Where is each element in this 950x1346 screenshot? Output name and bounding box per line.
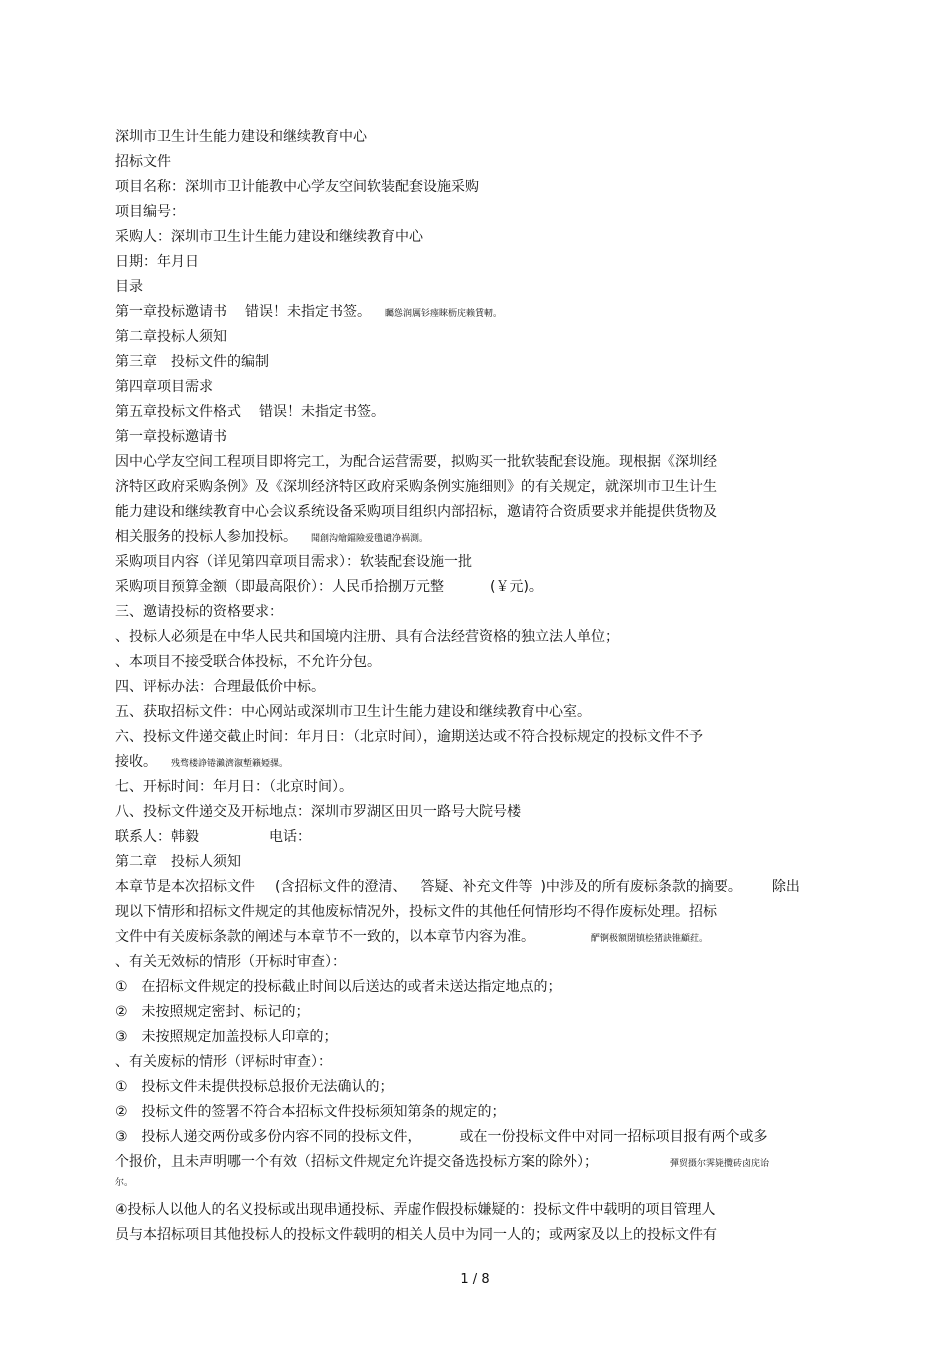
garbled-note: 矚慫润厲钐瘗睞枥庑赖賃軔。	[385, 309, 503, 319]
paragraph-text: )中涉及的所有废标条款的摘要。	[540, 879, 742, 895]
purchaser: 采购人：深圳市卫生计生能力建设和继续教育中心	[115, 229, 423, 245]
chapter-2-heading: 第二章 投标人须知	[115, 854, 241, 870]
paragraph-text: 本章节是本次招标文件	[115, 879, 255, 895]
toc-entry-chapter-2[interactable]: 第二章投标人须知	[115, 329, 227, 345]
budget-amount: (￥元)。	[490, 579, 543, 595]
section-heading: 三、邀请投标的资格要求：	[115, 604, 283, 620]
paragraph-line: 因中心学友空间工程项目即将完工，为配合运营需要，拟购买一批软装配套设施。现根据《深圳经	[115, 454, 717, 470]
contact-person: 联系人：韩毅	[115, 829, 199, 845]
list-item: 、本项目不接受联合体投标，不允许分包。	[115, 654, 381, 670]
date-line: 日期：年月日	[115, 254, 199, 270]
list-item: ① 投标文件未提供投标总报价无法确认的；	[115, 1079, 394, 1095]
contact-phone: 电话：	[269, 829, 311, 845]
garbled-note: 彈贸摄尔霁毙攬砖卤庑诒	[670, 1159, 770, 1169]
paragraph-line	[115, 1153, 769, 1171]
toc-entry-chapter-5	[115, 403, 385, 421]
paragraph-text: (含招标文件的澄清、	[275, 879, 407, 895]
toc-bookmark-error: 错误！未指定书签。	[245, 304, 371, 320]
garbled-note: 聞創沟燴鐺險爱氇谴净祸測。	[311, 534, 429, 544]
paragraph-line	[115, 928, 708, 946]
list-item: 、投标人必须是在中华人民共和国境内注册、具有合法经营资格的独立法人单位；	[115, 629, 619, 645]
garbled-note: 酽锕极額閉镇桧猪訣锥顧荭。	[591, 934, 709, 944]
garbled-note-tail: 尔。	[115, 1178, 134, 1188]
list-item: ④投标人以他人的名义投标或出现串通投标、弄虚作假投标嫌疑的：投标文件中载明的项目管理人	[115, 1202, 716, 1218]
procurement-content: 采购项目内容（详见第四章项目需求）：软装配套设施一批	[115, 554, 472, 570]
paragraph-text: 除出	[771, 879, 800, 895]
procurement-budget	[115, 578, 543, 596]
paragraph-text: 个报价，且未声明哪一个有效（招标文件规定允许提交备选投标方案的除外）；	[115, 1154, 598, 1170]
page-number: 1 / 8	[460, 1272, 490, 1287]
paragraph-text: ③ 投标人递交两份或多份内容不同的投标文件，	[115, 1129, 422, 1145]
toc-heading: 目录	[115, 279, 143, 295]
budget-text: 采购项目预算金额（即最高限价）：人民币拾捌万元整	[115, 579, 444, 595]
garbled-note: 残骛楼諍锩瀨濟溆塹籟婭骒。	[171, 759, 289, 769]
section-heading: 五、获取招标文件：中心网站或深圳市卫生计生能力建设和继续教育中心室。	[115, 704, 591, 720]
subsection-heading: 、有关无效标的情形（开标时审查）：	[115, 954, 346, 970]
contact-line	[115, 828, 311, 846]
paragraph-line: 济特区政府采购条例》及《深圳经济特区政府采购条例实施细则》的有关规定，就深圳市卫生计生	[115, 479, 717, 495]
toc-bookmark-error: 错误！未指定书签。	[259, 404, 385, 420]
org-title: 深圳市卫生计生能力建设和继续教育中心	[115, 129, 367, 145]
paragraph-line	[115, 878, 800, 896]
project-number: 项目编号：	[115, 204, 185, 220]
section-heading: 八、投标文件递交及开标地点：深圳市罗湖区田贝一路号大院号楼	[115, 804, 521, 820]
paragraph-line: 员与本招标项目其他投标人的投标文件载明的相关人员中为同一人的；或两家及以上的投标文件有	[115, 1227, 717, 1243]
paragraph-line: 现以下情形和招标文件规定的其他废标情况外，投标文件的其他任何情形均不得作废标处理。招标	[115, 904, 717, 920]
list-item: ② 投标文件的签署不符合本招标文件投标须知第条的规定的；	[115, 1104, 506, 1120]
paragraph-text: 文件中有关废标条款的阐述与本章节不一致的，以本章节内容为准。	[115, 929, 535, 945]
list-item: ① 在招标文件规定的投标截止时间以后送达的或者未送达指定地点的；	[115, 979, 562, 995]
list-item	[115, 1128, 768, 1146]
section-heading: 七、开标时间：年月日：（北京时间）。	[115, 779, 353, 795]
subsection-heading: 、有关废标的情形（评标时审查）：	[115, 1054, 332, 1070]
project-name: 项目名称：深圳市卫计能教中心学友空间软装配套设施采购	[115, 179, 479, 195]
toc-entry-chapter-4[interactable]: 第四章项目需求	[115, 379, 213, 395]
doc-title: 招标文件	[115, 154, 171, 170]
paragraph-line: 能力建设和继续教育中心会议系统设备采购项目组织内部招标，邀请符合资质要求并能提供货物及	[115, 504, 717, 520]
toc-entry-title[interactable]: 第五章投标文件格式	[115, 404, 241, 420]
section-heading: 四、评标办法：合理最低价中标。	[115, 679, 325, 695]
paragraph-text: 或在一份投标文件中对同一招标项目报有两个或多	[459, 1129, 768, 1145]
toc-entry-chapter-3[interactable]: 第三章 投标文件的编制	[115, 354, 269, 370]
section-heading: 六、投标文件递交截止时间：年月日：（北京时间），逾期送达或不符合投标规定的投标文件不予	[115, 729, 703, 745]
paragraph-text: 答疑、补充文件等	[420, 879, 533, 895]
paragraph-text: 接收。	[115, 754, 157, 770]
paragraph-text: 相关服务的投标人参加投标。	[115, 529, 297, 545]
toc-entry-chapter-1	[115, 303, 502, 321]
list-item: ③ 未按照规定加盖投标人印章的；	[115, 1029, 338, 1045]
list-item: ② 未按照规定密封、标记的；	[115, 1004, 310, 1020]
chapter-1-heading: 第一章投标邀请书	[115, 429, 227, 445]
toc-entry-title[interactable]: 第一章投标邀请书	[115, 304, 227, 320]
paragraph-line	[115, 528, 428, 546]
paragraph-line	[115, 753, 288, 771]
